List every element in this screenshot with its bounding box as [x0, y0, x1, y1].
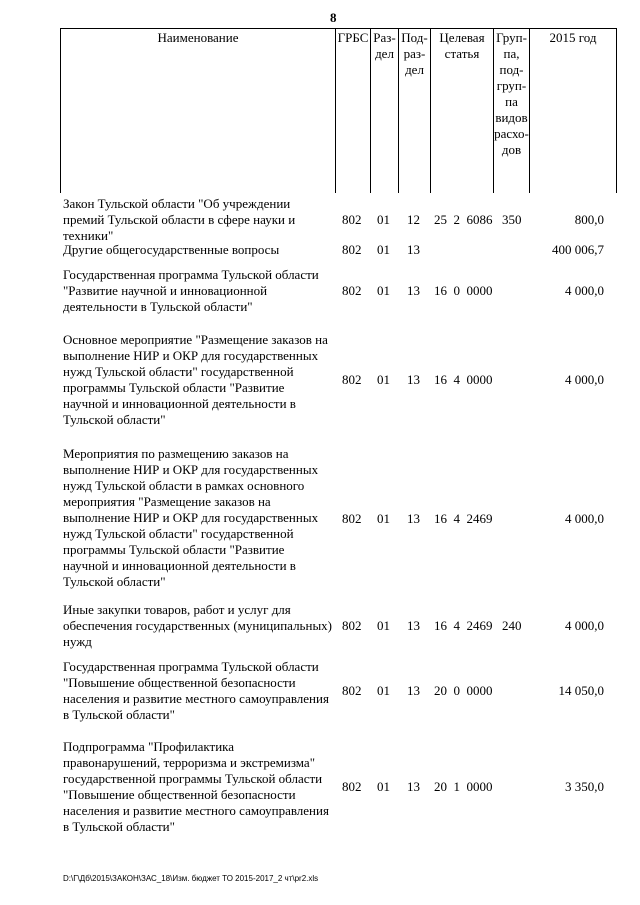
row-amount: 4 000,0 [565, 618, 604, 633]
row-podrazdel: 13 [407, 242, 420, 257]
row-name: Другие общегосударственные вопросы [63, 242, 280, 257]
row-name: Государственная программа Тульской области "Развитие научной и инновационной деятельности в Тульской области" [63, 267, 319, 314]
row-amount: 800,0 [574, 212, 604, 227]
row-grbs: 802 [342, 779, 362, 794]
row-razdel: 01 [377, 683, 390, 698]
row-grbs: 802 [342, 212, 362, 227]
row-razdel: 01 [377, 283, 390, 298]
row-name: Подпрограмма "Профилактика правонарушений, терроризма и экстремизма" государственной программы Тульской области "Повышение общественной безопасности населения и развитие местного самоуправления в Тульской области" [63, 739, 329, 834]
row-podrazdel: 13 [407, 779, 420, 794]
header-grbs: ГРБС [337, 30, 369, 45]
header-group: Груп- па, под- груп- па видов расхо- дов [494, 30, 529, 157]
page-number: 8 [330, 10, 337, 25]
row-target: 20 1 0000 [434, 779, 493, 794]
row-podrazdel: 12 [407, 212, 420, 227]
row-amount: 4 000,0 [565, 283, 604, 298]
row-amount: 14 050,0 [558, 683, 604, 698]
row-grbs: 802 [342, 242, 362, 257]
row-podrazdel: 13 [407, 372, 420, 387]
row-name: Закон Тульской области "Об учреждении премий Тульской области в сфере науки и техники" [63, 196, 296, 243]
row-name: Государственная программа Тульской области "Повышение общественной безопасности населения и развитие местного самоуправления в Тульской области" [63, 659, 329, 722]
row-group: 240 [502, 618, 522, 633]
header-podrazdel: Под- раз- дел [401, 30, 428, 77]
row-podrazdel: 13 [407, 683, 420, 698]
row-razdel: 01 [377, 242, 390, 257]
table-header [0, 0, 640, 195]
row-target: 20 0 0000 [434, 683, 493, 698]
file-path-footer: D:\Г\Дб\2015\ЗАКОН\ЗАС_18\Изм. бюджет ТО 2015-2017_2 чт\pr2.xls [63, 874, 319, 883]
row-amount: 400 006,7 [552, 242, 604, 257]
row-grbs: 802 [342, 683, 362, 698]
row-podrazdel: 13 [407, 511, 420, 526]
row-grbs: 802 [342, 283, 362, 298]
row-name: Основное мероприятие "Размещение заказов на выполнение НИР и ОКР для государственных нужд Тульской области" государственной программы Тульской области "Развитие научной и инновационной деятельности в Тульской области" [63, 332, 328, 427]
row-razdel: 01 [377, 511, 390, 526]
row-amount: 4 000,0 [565, 511, 604, 526]
row-grbs: 802 [342, 372, 362, 387]
row-razdel: 01 [377, 372, 390, 387]
row-razdel: 01 [377, 212, 390, 227]
header-target: Целевая статья [439, 30, 485, 61]
row-podrazdel: 13 [407, 283, 420, 298]
header-name: Наименование [157, 30, 239, 45]
header-razdel: Раз- дел [373, 30, 396, 61]
row-target: 16 0 0000 [434, 283, 493, 298]
row-razdel: 01 [377, 618, 390, 633]
row-group: 350 [502, 212, 522, 227]
header-year: 2015 год [549, 30, 597, 45]
row-name: Иные закупки товаров, работ и услуг для обеспечения государственных (муниципальных) нужд [63, 602, 333, 649]
row-target: 16 4 0000 [434, 372, 493, 387]
row-razdel: 01 [377, 779, 390, 794]
row-podrazdel: 13 [407, 618, 420, 633]
row-target: 16 4 2469 [434, 618, 493, 633]
row-amount: 4 000,0 [565, 372, 604, 387]
row-grbs: 802 [342, 618, 362, 633]
row-target: 16 4 2469 [434, 511, 493, 526]
row-name: Мероприятия по размещению заказов на выполнение НИР и ОКР для государственных нужд Тульской области в рамках основного мероприятия "Размещение заказов на выполнение НИР и ОКР для государственных нужд Тульской области" государственной программы Тульской области "Развитие научной и инновационной деятельности в Тульской области" [63, 446, 319, 589]
row-amount: 3 350,0 [565, 779, 604, 794]
row-target: 25 2 6086 [434, 212, 493, 227]
row-grbs: 802 [342, 511, 362, 526]
